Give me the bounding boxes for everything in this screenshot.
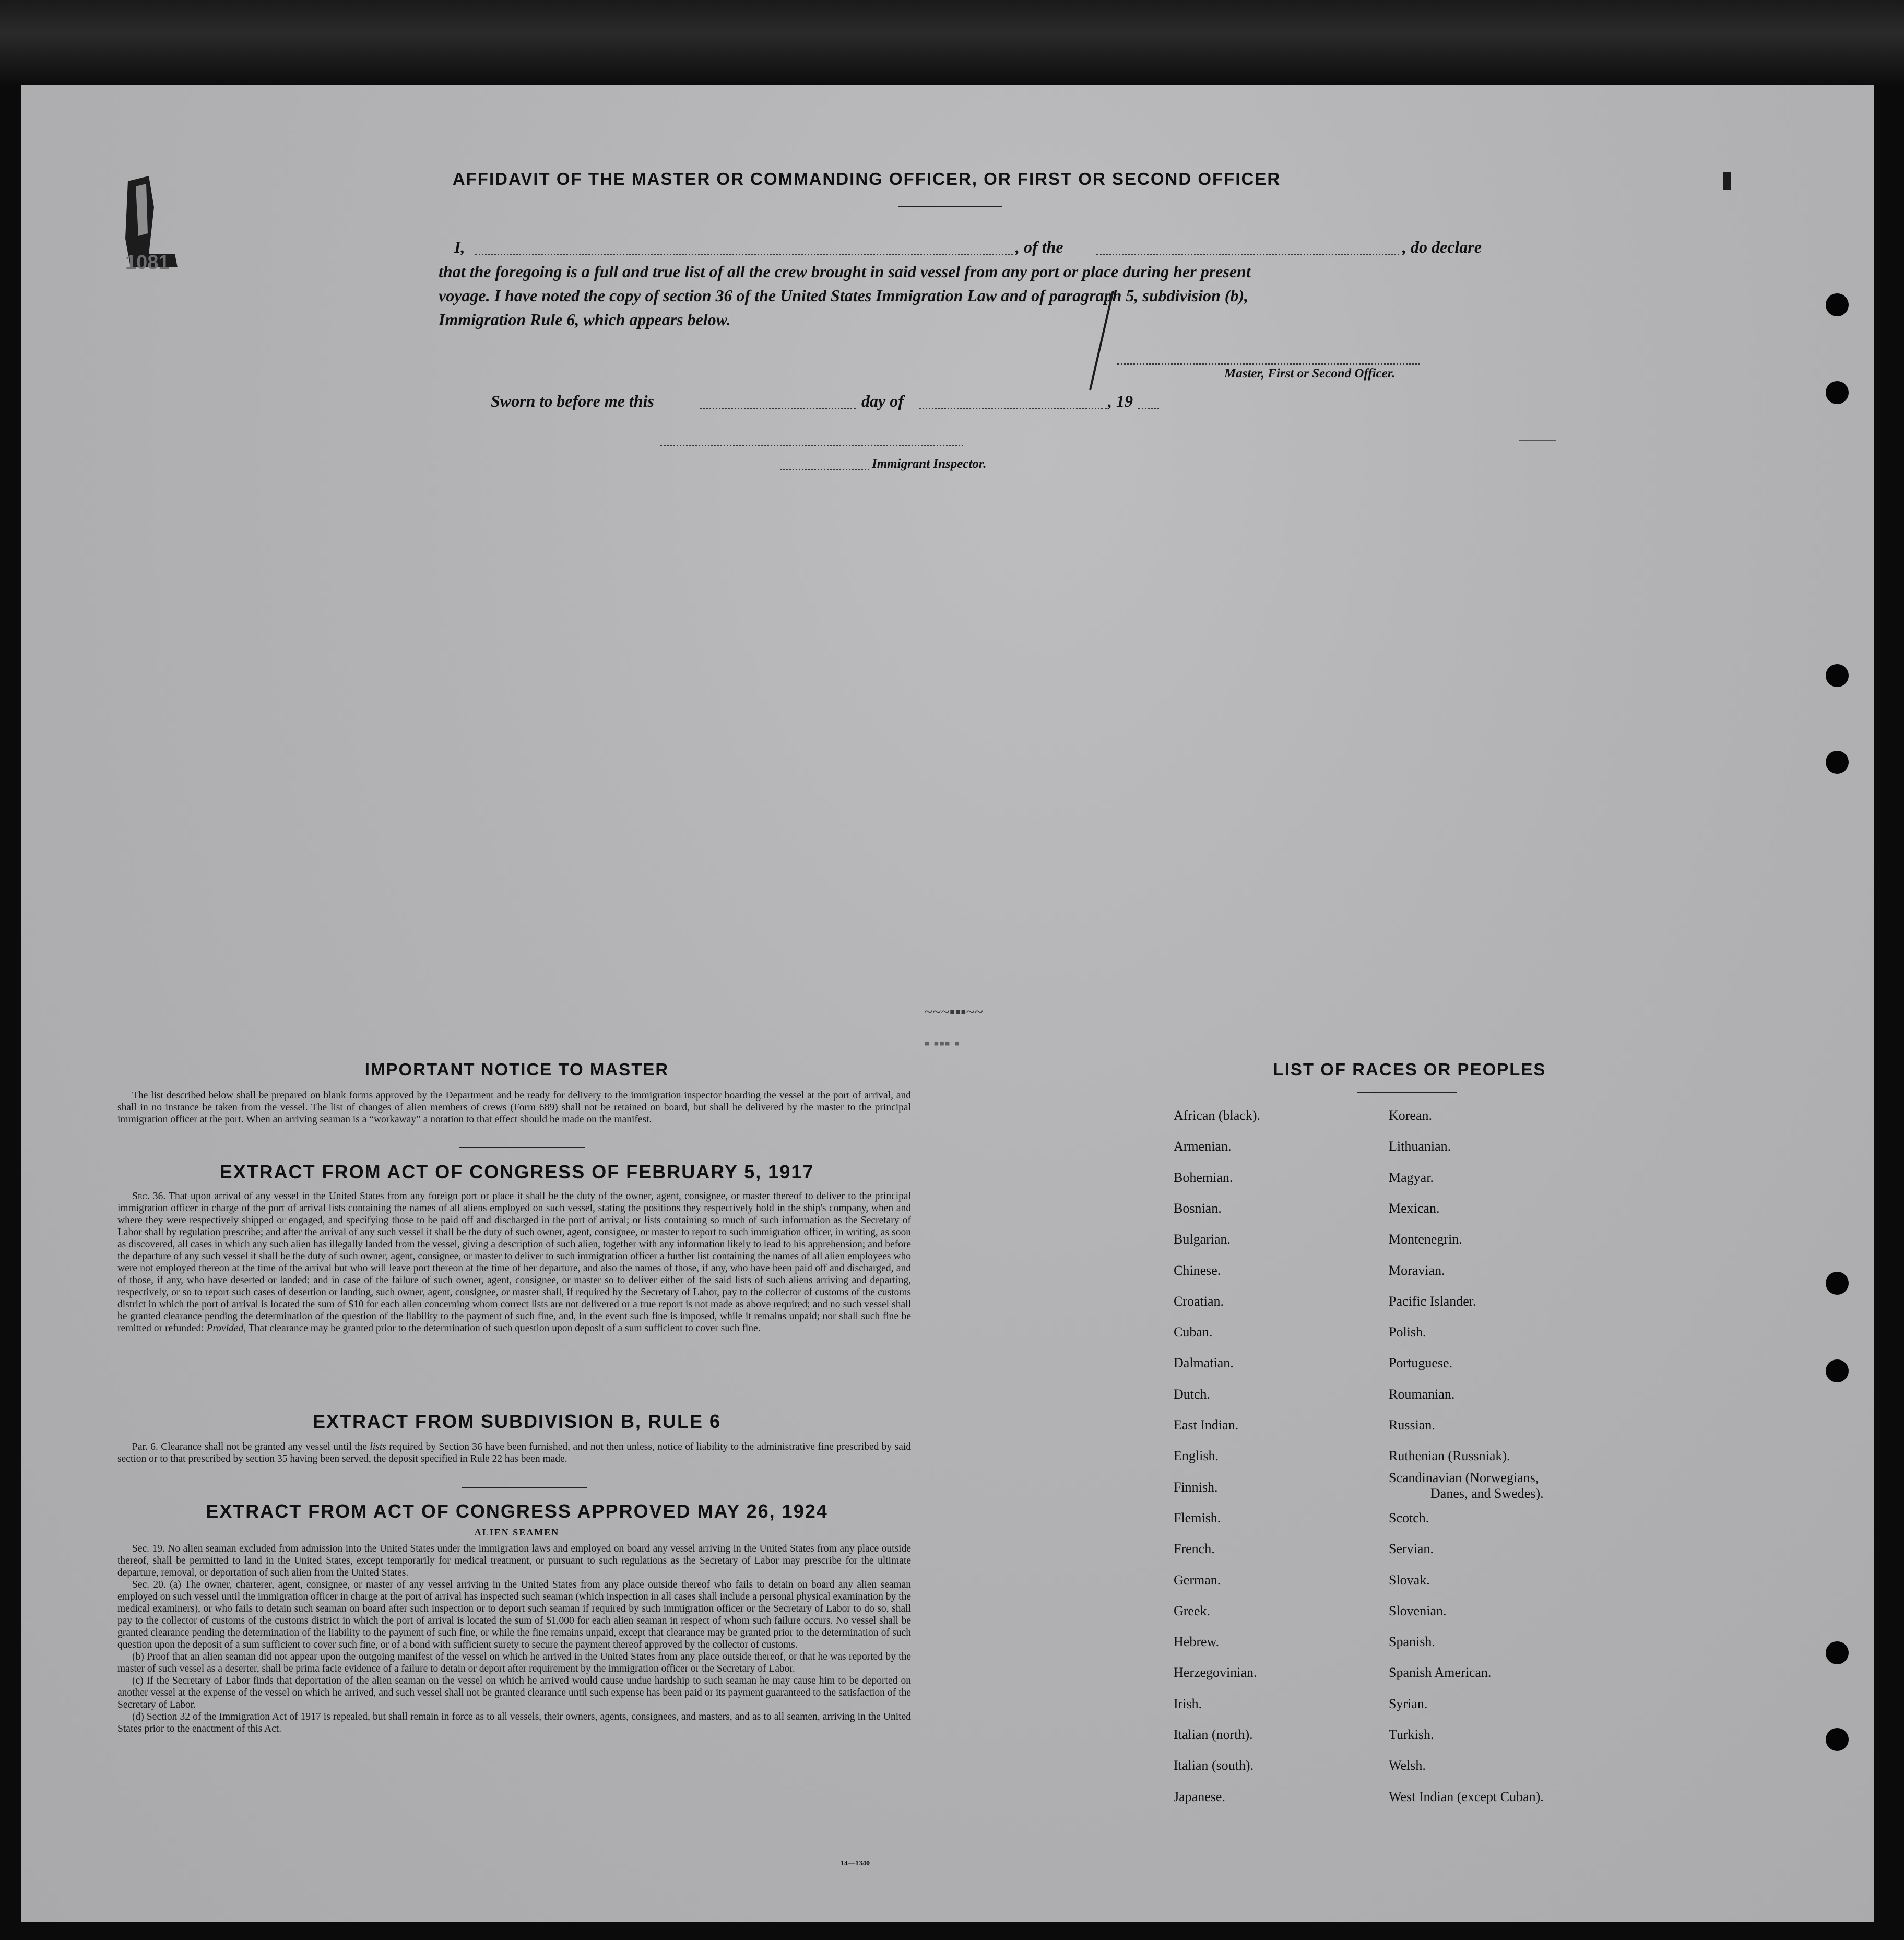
races-title-underline (1357, 1092, 1457, 1093)
affidavit-i: I, (454, 238, 465, 256)
race-item: Bulgarian. (1174, 1232, 1231, 1247)
race-item: Spanish American. (1389, 1665, 1492, 1681)
race-item: Bosnian. (1174, 1200, 1222, 1216)
affidavit-line1 (454, 235, 1488, 259)
corner-mark (1723, 172, 1731, 190)
race-item: Welsh. (1389, 1758, 1426, 1773)
lists-word: lists (370, 1441, 386, 1452)
punch-hole (1826, 751, 1849, 774)
race-item: Portuguese. (1389, 1355, 1453, 1371)
race-item: Chinese. (1174, 1262, 1221, 1278)
inspector-signature-line (660, 445, 963, 446)
race-item: Flemish. (1174, 1510, 1221, 1525)
sec-19-text: Sec. 19. No alien seaman excluded from admission into the United States under the immigration laws and employed on board any vessel arriving in the United States from any place outside thereof, shall be permitted to land in the United States, except temporarily for medical treatment, or pursuant to such regulations as the Secretary of Labor may prescribe for the ultimate departure, removal, or deportation of such alien from the United States. (117, 1543, 911, 1578)
race-item: Hebrew. (1174, 1634, 1220, 1650)
race-item: German. (1174, 1572, 1221, 1588)
document-page (21, 85, 1874, 1922)
sworn-year-blank (1138, 408, 1159, 409)
race-item: Montenegrin. (1389, 1232, 1462, 1247)
race-item: Croatian. (1174, 1293, 1224, 1309)
notice-body (117, 1090, 911, 1126)
race-item: Ruthenian (Russniak). (1389, 1448, 1510, 1464)
punch-hole (1826, 1359, 1849, 1382)
vessel-blank (1096, 254, 1399, 255)
sworn-year: , 19 (1108, 392, 1133, 410)
race-item: Cuban. (1174, 1324, 1213, 1340)
pen-stroke (1081, 291, 1122, 395)
master-signature-line (1117, 363, 1420, 365)
races-title: LIST OF RACES OR PEOPLES (1273, 1060, 1546, 1079)
race-item: Spanish. (1389, 1634, 1435, 1650)
sec-20a-text: Sec. 20. (a) The owner, charterer, agent, consignee, or master of any vessel arriving in the United States from any place outside thereof who fails to detain on board any alien seaman employed on such vessel until the immigration officer in charge at the port of arrival has inspected such seaman (which inspection in all cases shall include a personal physical examination by the medical examiners), or who fails to detain such seaman on board after such inspection or to deport such seaman if required by such immigration officer or the Secretary of Labor to do so, shall pay to the collector of customs of the customs district in which the port of arrival is located the sum of $1,000 for each alien seaman in respect of whom such failure occurs. No vessel shall be granted clearance pending the determination of the liability to the payment of such fine, or while the fine remains unpaid, except that clearance may be granted prior to the determination of such question upon the deposit of a sum sufficient to cover such fine, or of a bond with sufficient surety to secure the payment thereof approved by the collector of customs. (117, 1579, 911, 1650)
sec-36-label: Sec. 36. (132, 1191, 166, 1202)
race-item: Slovak. (1389, 1572, 1430, 1588)
divider (459, 1147, 585, 1148)
scanner-edge (0, 0, 1904, 84)
race-item: Syrian. (1389, 1696, 1428, 1711)
race-item: Moravian. (1389, 1262, 1445, 1278)
punch-hole (1826, 664, 1849, 687)
race-item: French. (1174, 1541, 1215, 1557)
extract-1917-body (117, 1190, 911, 1334)
sworn-month-blank (919, 408, 1107, 409)
name-blank (475, 254, 1013, 255)
sec-20d-text: (d) Section 32 of the Immigration Act of 1917 is repealed, but shall remain in force as to all vessels, their owners, agents, consignees, and masters, and as to all seamen, arriving in the United States prior to the enactment of this Act. (117, 1711, 911, 1734)
sec-36-end: That clearance may be granted prior to the determination of such question upon deposit of a sum sufficient to cover such fine. (246, 1323, 761, 1334)
bleed-through-mark: ▪ ▪▪▪ ▪ (924, 1035, 960, 1052)
race-item: Polish. (1389, 1324, 1426, 1340)
race-item: Korean. (1389, 1108, 1433, 1123)
race-item: Scotch. (1389, 1510, 1429, 1525)
inspector-label: Immigrant Inspector. (872, 457, 987, 471)
punch-hole (1826, 381, 1849, 404)
master-signature-label: Master, First or Second Officer. (1224, 366, 1396, 381)
divider (462, 1487, 587, 1488)
affidavit-title: AFFIDAVIT OF THE MASTER OR COMMANDING OFFICER, OR FIRST OR SECOND OFFICER (452, 169, 1281, 188)
race-item: Italian (north). (1174, 1727, 1253, 1742)
sec-20b-text: (b) Proof that an alien seaman did not appear upon the outgoing manifest of the vessel on which he arrived in the United States from any place outside thereof, or that he was reported by the master of such vessel as a deserter, shall be prima facie evidence of a failure to detain or deport after requirement by the immigration officer or the Secretary of Labor. (117, 1651, 911, 1674)
affidavit-declare: , do declare (1402, 238, 1482, 256)
race-item: Servian. (1389, 1541, 1434, 1557)
extract-1917-title: EXTRACT FROM ACT OF CONGRESS OF FEBRUARY 5, 1917 (219, 1161, 814, 1182)
race-item: Slovenian. (1389, 1603, 1447, 1618)
alien-seamen-subtitle: ALIEN SEAMEN (474, 1527, 560, 1537)
race-item: Italian (south). (1174, 1758, 1254, 1773)
margin-stamp: 1081 (125, 252, 170, 274)
race-item: Bohemian. (1174, 1169, 1233, 1185)
race-item: Greek. (1174, 1603, 1211, 1618)
extract-1924-body (117, 1543, 911, 1735)
title-underline (898, 206, 1002, 207)
race-item: West Indian (except Cuban). (1389, 1789, 1544, 1804)
race-item: Turkish. (1389, 1727, 1434, 1742)
notice-title: IMPORTANT NOTICE TO MASTER (364, 1060, 669, 1079)
race-item: English. (1174, 1448, 1219, 1464)
race-item: Irish. (1174, 1696, 1202, 1711)
race-item: Magyar. (1389, 1169, 1434, 1185)
race-item: Armenian. (1174, 1139, 1232, 1154)
extract-rule6-body (117, 1441, 911, 1465)
affidavit-line4: Immigration Rule 6, which appears below. (439, 310, 731, 329)
sworn-line (491, 389, 1222, 413)
provided-word: Provided, (206, 1323, 246, 1334)
sworn-day-of: day of (861, 392, 904, 410)
punch-hole (1826, 293, 1849, 316)
extract-1924-title: EXTRACT FROM ACT OF CONGRESS APPROVED MAY 26, 1924 (206, 1500, 828, 1522)
margin-dash (1519, 440, 1556, 441)
race-item: East Indian. (1174, 1417, 1239, 1433)
sec-36-text: That upon arrival of any vessel in the United States from any foreign port or place it shall be the duty of the owner, agent, consignee, or master thereof to deliver to the principal immigration officer in charge of the port of arrival lists containing the names of all aliens employed on such vessel, stating the positions they respectively hold in the ship's company, when and where they were respectively shipped or engaged, and specifying those to be paid off and discharged in the port of arrival; or lists containing so much of such information as the Secretary of Labor shall by regulation prescribe; and after the arrival of any such vessel it shall be the duty of such owner, agent, consignee, or master to report to such immigration officer, in writing, as soon as discovered, all cases in which any such alien has illegally landed from the vessel, giving a description of such alien, together with any information likely to lead to his apprehension; and before the departure of any such vessel it shall be the duty of such owner, agent, consignee, or master to deliver to such immigration officer a further list containing the names of all alien employees who were not employed thereon at the time of the arrival but who will leave port thereon at the time of her departure, and also the names of those, if any, who have been paid off and discharged, and of those, if any, who have deserted or landed; and in case of the failure of such owner, agent, consignee, or master so to deliver either of the said lists of such aliens arriving and departing, respectively, or so to report such cases of desertion or landing, such owner, agent, consignee, or master shall, if required by the Secretary of Labor, pay to the collector of customs of the customs district in which the port of arrival is located the sum of $10 for each alien concerning whom correct lists are not delivered or a true report is not made as above required; and no such vessel shall be granted clearance pending the determination of the question of the liability to the payment of such fine, and, in the event such fine is imposed, while it remains unpaid; nor shall such fine be remitted or refunded: (117, 1191, 911, 1334)
race-item: Lithuanian. (1389, 1139, 1451, 1154)
race-scandinavian-cont: Danes, and Swedes). (1430, 1486, 1544, 1501)
race-item: Herzegovinian. (1174, 1665, 1257, 1681)
race-item: Dutch. (1174, 1386, 1211, 1402)
race-item: Scandinavian (Norwegians, (1389, 1470, 1539, 1485)
extract-rule6-title: EXTRACT FROM SUBDIVISION B, RULE 6 (312, 1411, 722, 1432)
rule6-text-b: required by Section 36 have been furnished, and not then unless, notice of liability to the administrative fine prescribed by said section or to that prescribed by section 35 having been served, the deposit specified in Rule 22 has been made. (117, 1441, 911, 1464)
race-item: Japanese. (1174, 1789, 1225, 1804)
punch-hole (1826, 1641, 1849, 1664)
inspector-signature-line-2 (780, 469, 869, 470)
race-item: Roumanian. (1389, 1386, 1455, 1402)
race-item: Dalmatian. (1174, 1355, 1234, 1371)
sworn-day-blank (700, 408, 856, 409)
notice-text: The list described below shall be prepared on blank forms approved by the Department and be ready for delivery to the immigration inspector boarding the vessel at the port of arrival, and shall in no instance be taken from the vessel. The list of changes of alien members of crews (Form 689) shall not be retained on board, but shall be delivered by the master to the principal immigration officer at the port. When an arriving seaman is a “workaway” a notation to that effect should be made on the manifest. (117, 1090, 911, 1125)
race-item: African (black). (1174, 1108, 1261, 1123)
affidavit-line3: voyage. I have noted the copy of section 36 of the United States Immigration Law and of paragraph 5, subdivision (b), (439, 286, 1249, 305)
sec-20c-text: (c) If the Secretary of Labor finds that deportation of the alien seaman on the vessel on which he arrived would cause undue hardship to such seaman he may cause him to be deported on another vessel at the expense of the vessel on which he arrived, and such vessel shall not be granted clearance until such expense has been paid or its payment guaranteed to the satisfaction of the Secretary of Labor. (117, 1675, 911, 1710)
race-item: Pacific Islander. (1389, 1293, 1476, 1309)
affidavit-line2: that the foregoing is a full and true list of all the crew brought in said vessel from any port or place during her present (439, 262, 1251, 281)
sworn-prefix: Sworn to before me this (491, 392, 654, 410)
form-number: 14—1340 (841, 1860, 870, 1867)
race-item: Mexican. (1389, 1200, 1440, 1216)
rule6-text-a: Par. 6. Clearance shall not be granted any vessel until the (132, 1441, 370, 1452)
race-item: Russian. (1389, 1417, 1435, 1433)
punch-hole (1826, 1728, 1849, 1751)
race-item: Finnish. (1174, 1479, 1218, 1495)
affidavit-of-the: , of the (1015, 238, 1063, 256)
bleed-through-mark: ~~~▪▪▪~~ (924, 1003, 984, 1021)
punch-hole (1826, 1272, 1849, 1295)
